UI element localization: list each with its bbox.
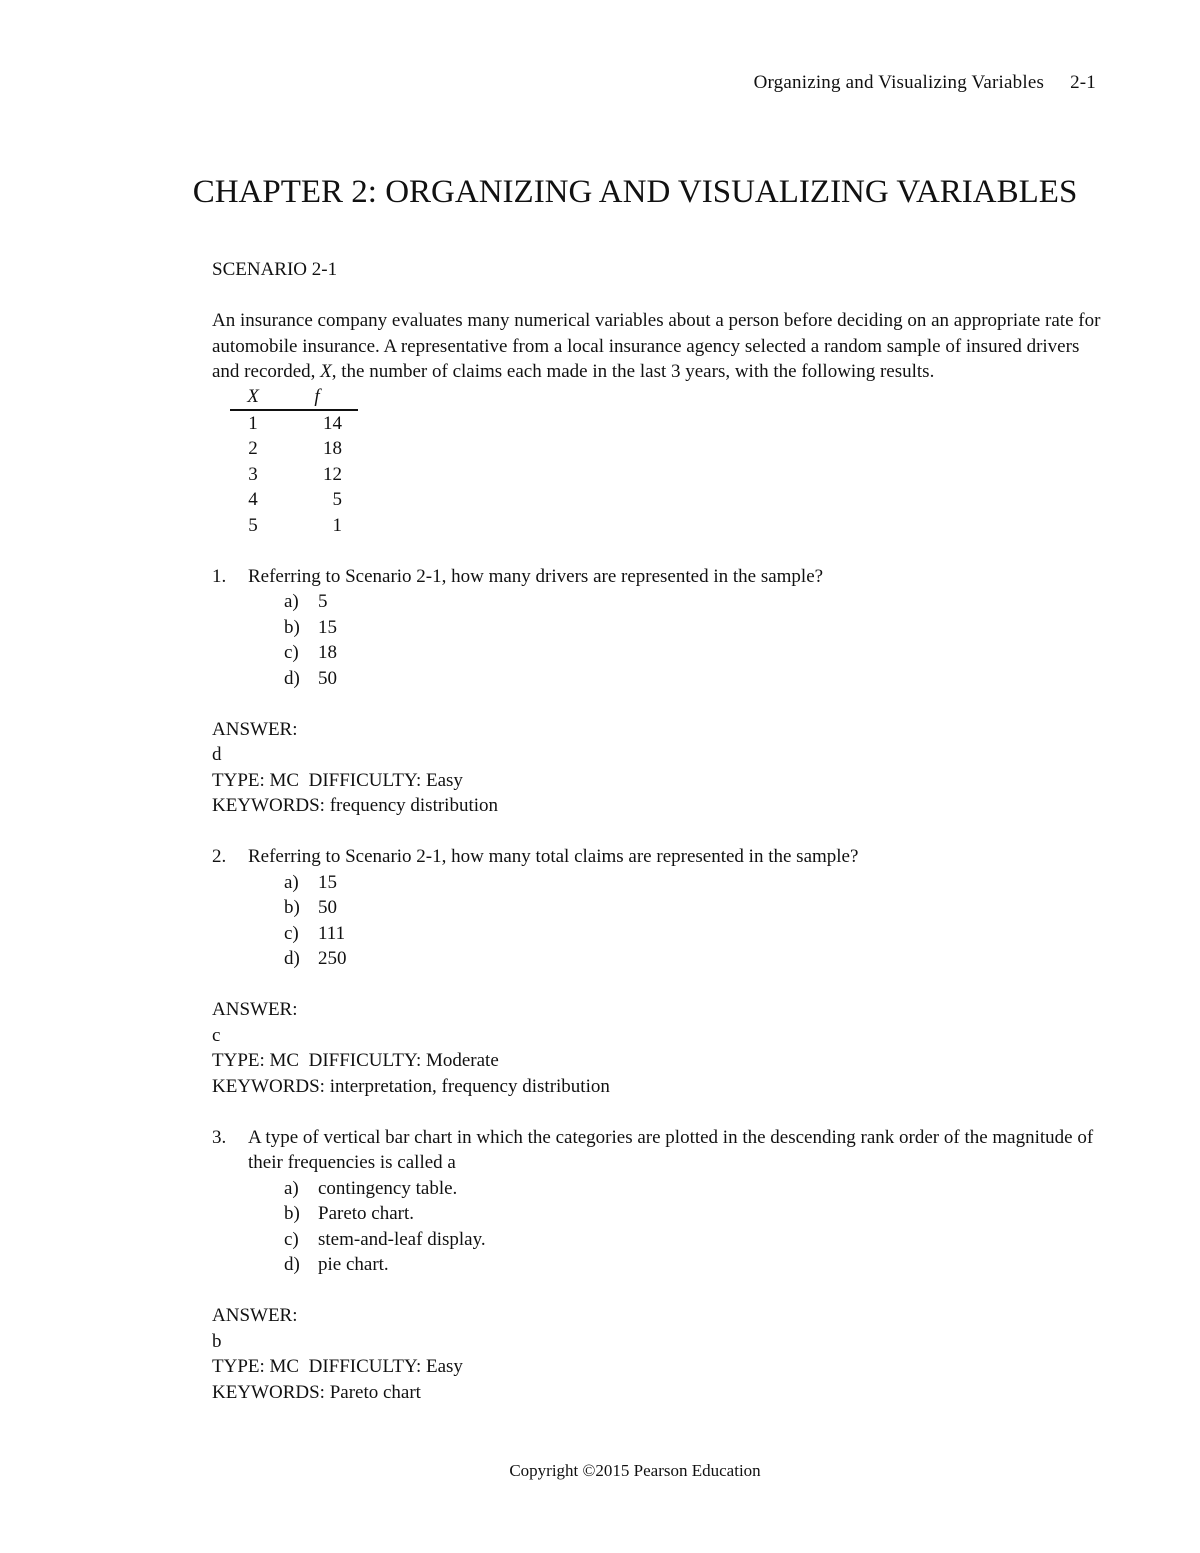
answer-value: d: [212, 744, 222, 765]
cell-f: 1: [332, 514, 342, 536]
option-c: [284, 1227, 1102, 1253]
option-a: [284, 870, 1102, 896]
option-letter: a): [284, 871, 299, 893]
question-2: [212, 844, 1102, 1099]
question-number: 3.: [212, 1126, 227, 1148]
option-text: pie chart.: [318, 1254, 389, 1275]
option-letter: b): [284, 897, 300, 918]
running-header: [754, 72, 1096, 94]
option-b: [284, 615, 1102, 641]
option-text: 15: [318, 616, 337, 638]
answer-label: ANSWER:: [212, 999, 298, 1020]
option-letter: d): [284, 948, 300, 969]
running-title: Organizing and Visualizing Variables: [753, 72, 1045, 93]
answer-options: [284, 1176, 1102, 1278]
option-letter: c): [284, 1228, 299, 1250]
cell-f: 5: [332, 489, 342, 510]
scenario-text: [212, 308, 1102, 385]
scenario-text-part-2: , the number of claims each made in the last 3 years, with the following results.: [331, 361, 935, 382]
answer-label: ANSWER:: [212, 1305, 298, 1326]
option-text: 50: [318, 667, 337, 689]
question-3: [212, 1125, 1102, 1406]
question-1: [212, 564, 1102, 819]
chapter-title: CHAPTER 2: ORGANIZING AND VISUALIZING VARIABLES: [192, 174, 1078, 211]
type-difficulty: TYPE: MC DIFFICULTY: Easy: [212, 1356, 463, 1377]
keywords: KEYWORDS: interpretation, frequency distribution: [212, 1075, 610, 1097]
answer-block: [212, 997, 1102, 1099]
cell-x: 4: [248, 489, 258, 510]
option-letter: d): [284, 1254, 300, 1275]
table-row: [230, 513, 358, 539]
copyright-footer: Copyright ©2015 Pearson Education: [509, 1461, 761, 1480]
option-a: [284, 1176, 1102, 1202]
type-difficulty: TYPE: MC DIFFICULTY: Moderate: [212, 1050, 499, 1071]
question-stem: [212, 564, 1102, 590]
answer-options: [284, 589, 1102, 691]
question-text: Referring to Scenario 2-1, how many total claims are represented in the sample?: [248, 846, 859, 867]
scenario-label: SCENARIO 2-1: [212, 259, 338, 280]
option-letter: b): [284, 1203, 300, 1224]
answer-block: [212, 1303, 1102, 1405]
answer-value: b: [212, 1330, 222, 1352]
option-c: [284, 921, 1102, 947]
table-row: [230, 436, 358, 462]
table-row: [230, 462, 358, 488]
cell-x: 2: [248, 438, 258, 459]
option-b: [284, 895, 1102, 921]
scenario-text-part-1: An insurance company evaluates many numerical variables about a person before deciding on an appropriate rate for automobile insurance. A representative from a local insurance agency selected a random sample of insured drivers and recorded,: [212, 310, 1101, 382]
question-text: Referring to Scenario 2-1, how many drivers are represented in the sample?: [248, 565, 824, 587]
option-text: 111: [318, 922, 346, 944]
option-letter: b): [284, 616, 300, 638]
option-text: stem-and-leaf display.: [318, 1228, 486, 1250]
option-letter: c): [284, 922, 299, 944]
type-difficulty: TYPE: MC DIFFICULTY: Easy: [212, 769, 463, 791]
answer-label: ANSWER:: [212, 718, 298, 740]
cell-f: 12: [323, 463, 342, 485]
option-text: 18: [318, 642, 337, 663]
option-letter: d): [284, 667, 300, 689]
question-number: 2.: [212, 846, 227, 867]
cell-x: 1: [248, 412, 258, 434]
column-header-f: f: [276, 385, 358, 410]
option-text: contingency table.: [318, 1177, 458, 1199]
column-header-x: X: [230, 385, 276, 410]
document-body: [212, 257, 1102, 1405]
option-text: 250: [318, 948, 347, 969]
keywords: KEYWORDS: Pareto chart: [212, 1381, 421, 1403]
table-row: [230, 410, 358, 437]
keywords: KEYWORDS: frequency distribution: [212, 795, 499, 816]
question-stem: [212, 844, 1102, 870]
option-letter: a): [284, 591, 299, 612]
cell-x: 3: [248, 463, 258, 485]
page-number: 2-1: [1070, 72, 1096, 93]
variable-x: X: [320, 361, 332, 382]
question-number: 1.: [212, 565, 227, 587]
option-d: [284, 946, 1102, 972]
cell-f: 14: [323, 412, 342, 434]
option-text: Pareto chart.: [318, 1203, 415, 1224]
option-text: 15: [318, 871, 337, 893]
frequency-table-header: [230, 385, 358, 410]
frequency-table: [230, 385, 358, 539]
question-stem: [212, 1125, 1102, 1176]
answer-options: [284, 870, 1102, 972]
option-d: [284, 1252, 1102, 1278]
cell-f: 18: [323, 438, 342, 459]
option-c: [284, 640, 1102, 666]
option-a: [284, 589, 1102, 615]
option-text: 50: [318, 897, 337, 918]
option-letter: c): [284, 642, 299, 663]
option-letter: a): [284, 1177, 299, 1199]
answer-block: [212, 717, 1102, 819]
option-text: 5: [318, 591, 328, 612]
option-b: [284, 1201, 1102, 1227]
table-row: [230, 487, 358, 513]
question-text: A type of vertical bar chart in which the categories are plotted in the descending rank order of the magnitude of their frequencies is called a: [248, 1126, 1094, 1173]
answer-value: c: [212, 1024, 221, 1046]
option-d: [284, 666, 1102, 692]
cell-x: 5: [248, 514, 258, 536]
